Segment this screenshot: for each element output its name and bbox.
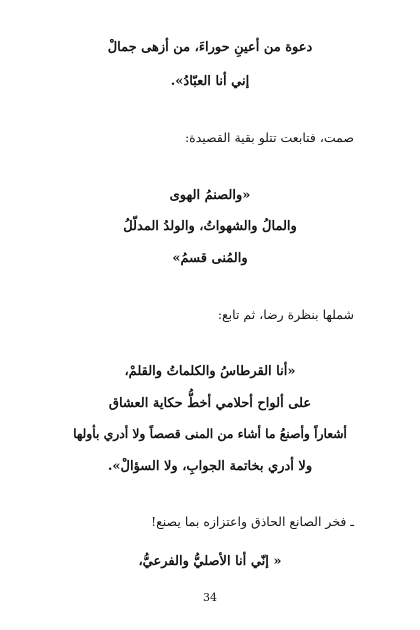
verse-line: على ألواح أحلامي أخطُّ حكاية العشاق	[108, 396, 312, 411]
verse-line: والمالُ والشهواتُ، والولدُ المدلّلُ	[123, 219, 297, 234]
verse-line: دعوة من أعينِ حوراءَ، من أزهى جمالْ	[107, 40, 313, 55]
narration-text: شملها بنظرة رضا، ثم تابع:	[217, 307, 354, 322]
verse-line: « إنّي أنا الأصليُّ والفرعيُّ،	[138, 554, 282, 569]
verse-line: أشعاراً وأصنعُ ما أشاء من المنى قصصاً ولا أدري بأولها	[73, 426, 347, 441]
page-number: 34	[203, 591, 217, 604]
verse-line: «أنا القرطاسُ والكلماتُ والقلمْ،	[124, 364, 296, 379]
verse-line: «والصنمُ الهوى	[169, 188, 251, 203]
verse-line: إني أنا العبّادُ».	[170, 74, 250, 89]
verse-line: والمُنى قسمُ»	[172, 251, 248, 266]
narration-text: صمت، فتابعت تتلو بقية القصيدة:	[184, 130, 354, 145]
verse-line: ولا أدري بخاتمة الجوابِ، ولا السؤالْ».	[107, 459, 313, 474]
narration-text: ـ فخر الصانع الحاذق واعتزازه بما يصنع!	[151, 514, 354, 529]
